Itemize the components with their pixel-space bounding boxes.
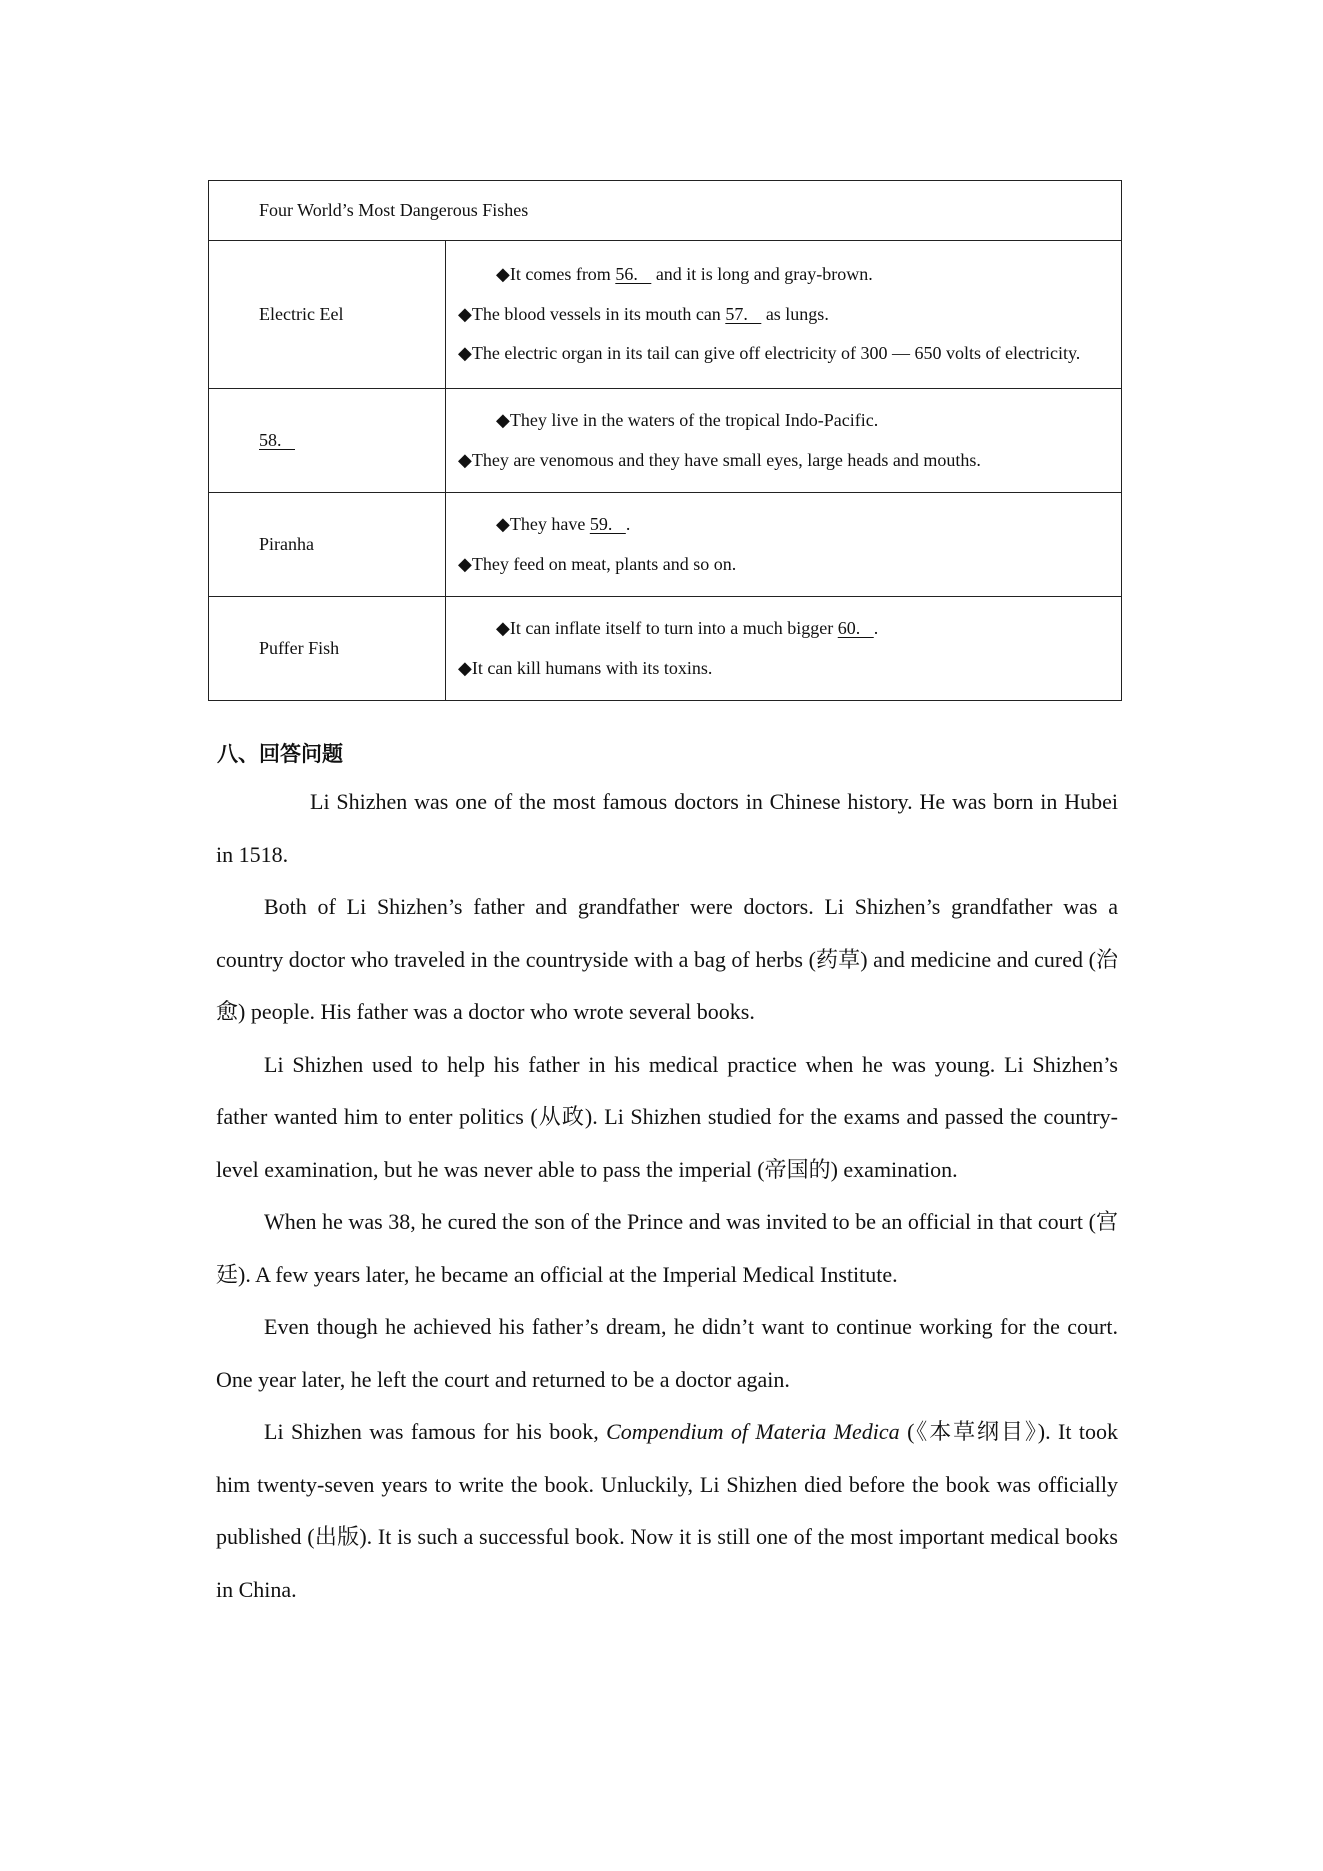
table-row [209,241,1122,389]
passage-paragraph: Both of Li Shizhen’s father and grandfather were doctors. Li Shizhen’s grandfather was a country doctor who traveled in the countryside with a bag of herbs (药草) and medicine and cured (治愈) people. His father was a doctor who wrote several books. [216,894,1118,1024]
fish-facts-cell [446,241,1122,389]
passage-paragraph: Li Shizhen used to help his father in his medical practice when he was young. Li Shizhen’s father wanted him to enter politics (从政). Li Shizhen studied for the exams and passed the country-level examination, but he was never able to pass the imperial (帝国的) examination. [216,1051,1118,1182]
fact-line: ◆It can inflate itself to turn into a much bigger 60. . [496,617,879,638]
fish-name-cell [209,493,446,597]
fact-line: ◆They live in the waters of the tropical Indo-Pacific. [496,409,879,430]
table-row [209,389,1122,493]
book-title: Compendium of Materia Medica [606,1419,900,1444]
answer-blank-58[interactable]: 58. [259,429,295,450]
table-row [209,493,1122,597]
fish-name: Piranha [259,533,314,554]
table-title: Four World’s Most Dangerous Fishes [209,181,1122,241]
passage-paragraph: Li Shizhen was famous for his book, Compendium of Materia Medica (《本草纲目》). It took him twenty-seven years to write the book. Unluckily, Li Shizhen died before the book was officially published (出版). It is such a successful book. Now it is still one of the most important medical books in China. [216,1419,1118,1602]
fish-name: Electric Eel [259,303,344,324]
table-title-row [209,181,1122,241]
fish-facts-cell [446,389,1122,493]
dangerous-fishes-table [208,180,1122,701]
fish-name-cell [209,389,446,493]
section-heading: 八、回答问题 [217,742,343,766]
fact-line: ◆They are venomous and they have small eyes, large heads and mouths. [458,449,981,470]
fact-line: ◆It comes from 56. and it is long and gray-brown. [496,264,873,285]
reading-passage [216,776,1118,1616]
fact-line: ◆They have 59. . [496,513,631,534]
answer-blank-60[interactable]: 60. [837,617,874,638]
fish-name: Puffer Fish [259,637,340,658]
answer-blank-57[interactable]: 57. [725,303,762,324]
fact-line: ◆The blood vessels in its mouth can 57. as lungs. [458,303,829,324]
fish-facts-cell [446,597,1122,701]
passage-paragraph: Even though he achieved his father’s dream, he didn’t want to continue working for the court. One year later, he left the court and returned to be a doctor again. [216,1314,1118,1392]
passage-paragraph: When he was 38, he cured the son of the Prince and was invited to be an official in that court (宫廷). A few years later, he became an official at the Imperial Medical Institute. [216,1209,1118,1287]
table-row [209,597,1122,701]
fact-line: ◆They feed on meat, plants and so on. [458,553,737,574]
fact-line: ◆It can kill humans with its toxins. [458,657,713,678]
answer-blank-59[interactable]: 59. [589,513,626,534]
fact-line: ◆The electric organ in its tail can give off electricity of 300 — 650 volts of electricity. [458,343,1081,364]
fish-name-cell [209,597,446,701]
fish-name-cell [209,241,446,389]
passage-paragraph: Li Shizhen was one of the most famous doctors in Chinese history. He was born in Hubei in 1518. [216,789,1118,867]
answer-blank-56[interactable]: 56. [615,264,652,285]
fish-facts-cell [446,493,1122,597]
